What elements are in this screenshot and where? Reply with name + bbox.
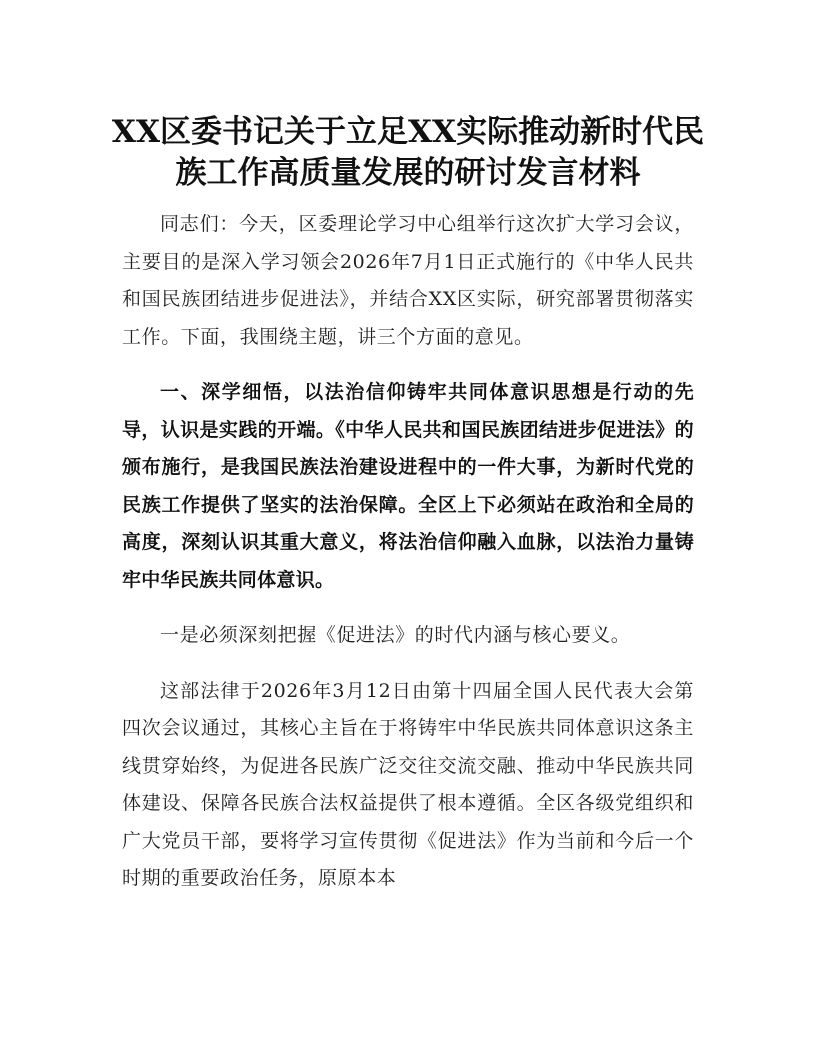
paragraph-subpoint-one: 一是必须深刻把握《促进法》的时代内涵与核心要义。 (160, 624, 631, 646)
paragraph-section-one-heading: 一、深学细悟，以法治信仰铸牢共同体意识思想是行动的先导，认识是实践的开端。《中华人民共和国民族团结进步促进法》的颁布施行，是我国民族法治建设进程中的一件大事，为新时代党的民族工作提供了坚实的法治保障。全区上下必须站在政治和全局的高度，深刻认识其重大意义，将法治信仰融入血脉，以法治力量铸牢中华民族共同体意识。 (122, 381, 694, 591)
document-title: XX区委书记关于立足XX实际推动新时代民族工作高质量发展的研讨发言材料 (111, 114, 705, 191)
document-body (122, 206, 694, 916)
paragraph-opening: 同志们：今天，区委理论学习中心组举行这次扩大学习会议，主要目的是深入学习领会2026年7月1日正式施行的《中华人民共和国民族团结进步促进法》，并结合XX区实际，研究部署贯彻落实工作。下面，我围绕主题，讲三个方面的意见。 (122, 213, 694, 348)
paragraph-law-background: 这部法律于2026年3月12日由第十四届全国人民代表大会第四次会议通过，其核心主旨在于将铸牢中华民族共同体意识这条主线贯穿始终，为促进各民族广泛交往交流交融、推动中华民族共同体建设、保障各民族合法权益提供了根本遵循。全区各级党组织和广大党员干部，要将学习宣传贯彻《促进法》作为当前和今后一个时期的重要政治任务，原原本本 (122, 679, 694, 889)
